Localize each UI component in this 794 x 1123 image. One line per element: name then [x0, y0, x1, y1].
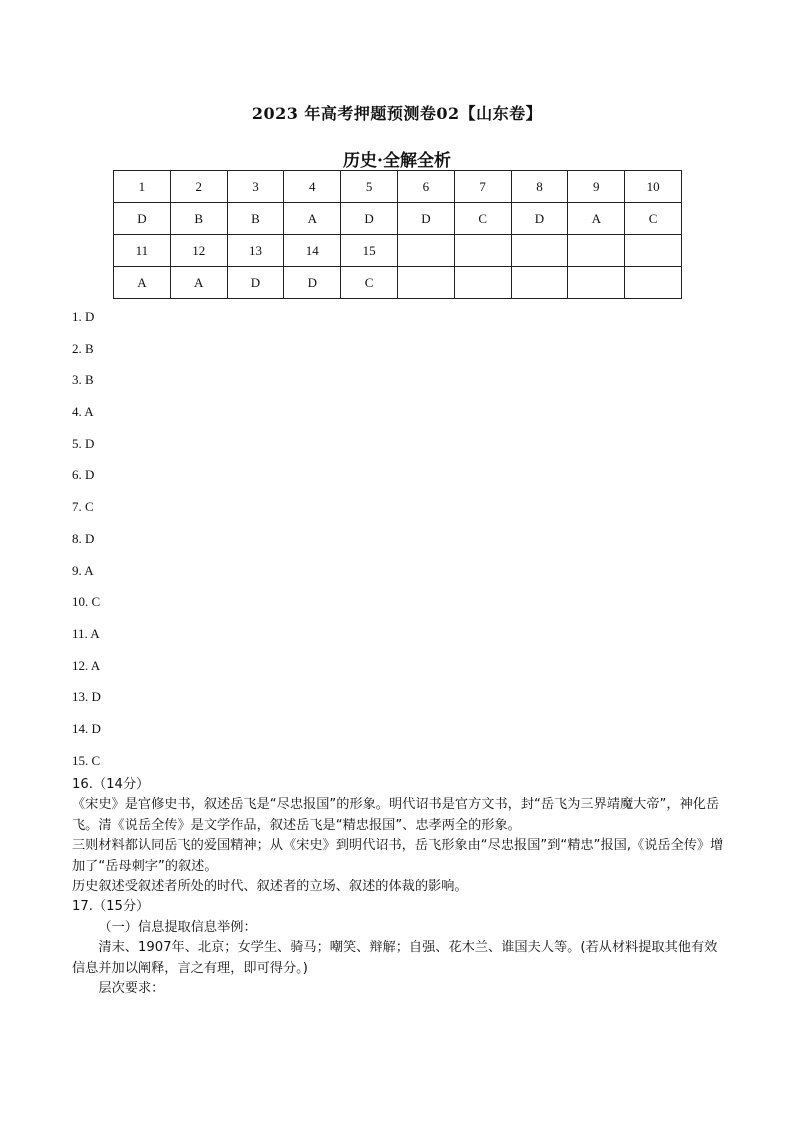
- q16-paragraph-2: 三则材料都认同岳飞的爱国精神；从《宋史》到明代诏书，岳飞形象由“尽忠报国”到“精忠”报国,《说岳全传》增加了“岳母刺字”的叙述。: [72, 838, 724, 874]
- answer-line: 1. D: [72, 309, 95, 324]
- answer-table-cell: [625, 235, 682, 267]
- answer-table-row: [114, 171, 682, 203]
- answer-line: 10. C: [72, 594, 101, 610]
- answer-table-cell: C: [341, 267, 398, 299]
- answer-line: 2. B: [72, 340, 94, 356]
- answer-table-cell: 1: [114, 171, 171, 203]
- answer-table-cell: 5: [341, 171, 398, 203]
- answer-line: 5. D: [72, 435, 95, 451]
- answer-table-cell: [568, 235, 625, 267]
- answer-table-cell: [454, 235, 511, 267]
- answer-table-cell: C: [625, 203, 682, 235]
- answer-line: 9. A: [72, 562, 94, 578]
- answer-line: 4. A: [72, 404, 94, 420]
- answer-table-row: [114, 235, 682, 267]
- q17-heading: 17.（15分）: [72, 899, 150, 915]
- answer-table-cell: A: [284, 203, 341, 235]
- answer-table-cell: A: [568, 203, 625, 235]
- q17-paragraph-1: （一）信息提取信息举例：: [98, 919, 257, 935]
- answer-table-cell: [454, 267, 511, 299]
- q17-paragraph-2: 清末、1907年、北京；女学生、骑马；嘲笑、辩解；自强、花木兰、谁国夫人等。(若从材料提取其他有效信息并加以阐释，言之有理，即可得分。): [72, 940, 718, 976]
- answer-table-cell: 14: [284, 235, 341, 267]
- q16-paragraph-1: 《宋史》是官修史书，叙述岳飞是“尽忠报国”的形象。明代诏书是官方文书，封“岳飞为三界靖魔大帝”，神化岳飞。清《说岳全传》是文学作品，叙述岳飞是“精忠报国”、忠孝两全的形象。: [72, 797, 720, 833]
- q16-heading: 16.（14分）: [72, 777, 150, 792]
- answer-table-cell: C: [454, 203, 511, 235]
- answer-table-cell: B: [227, 203, 284, 235]
- answer-table-cell: A: [114, 267, 171, 299]
- answer-table-cell: 8: [511, 171, 568, 203]
- answer-table-cell: 9: [568, 171, 625, 203]
- answer-table-cell: 15: [341, 235, 398, 267]
- answer-line: 7. C: [72, 499, 94, 515]
- answer-list: [72, 303, 732, 778]
- answer-table-row: [114, 203, 682, 235]
- answer-table-cell: A: [170, 267, 227, 299]
- answer-line: 14. D: [72, 720, 101, 736]
- answer-table-cell: 7: [454, 171, 511, 203]
- q16-paragraph-3: 历史叙述受叙述者所处的时代、叙述者的立场、叙述的体裁的影响。: [72, 879, 468, 895]
- answer-line: 13. D: [72, 689, 101, 705]
- answer-table-cell: B: [170, 203, 227, 235]
- answer-table-cell: D: [284, 267, 341, 299]
- answer-table-cell: [511, 235, 568, 267]
- answer-table-cell: 4: [284, 171, 341, 203]
- answer-table-cell: 10: [625, 171, 682, 203]
- answer-line: 3. B: [72, 372, 94, 388]
- answer-table-cell: [511, 267, 568, 299]
- answer-table-cell: D: [511, 203, 568, 235]
- answer-table-cell: D: [397, 203, 454, 235]
- essay-answers: [72, 775, 728, 999]
- answer-table-cell: D: [114, 203, 171, 235]
- answer-table-cell: [397, 267, 454, 299]
- answer-line: 11. A: [72, 625, 100, 641]
- answer-table: [113, 170, 682, 299]
- answer-table-cell: 12: [170, 235, 227, 267]
- answer-table-row: [114, 267, 682, 299]
- answer-table-cell: D: [227, 267, 284, 299]
- answer-table-cell: 13: [227, 235, 284, 267]
- answer-line: 8. D: [72, 530, 95, 546]
- answer-table-cell: 3: [227, 171, 284, 203]
- answer-line: 12. A: [72, 657, 101, 673]
- answer-table-cell: 6: [397, 171, 454, 203]
- answer-table-cell: 11: [114, 235, 171, 267]
- q17-paragraph-3: 层次要求：: [98, 981, 165, 997]
- answer-table-cell: D: [341, 203, 398, 235]
- answer-table-cell: [625, 267, 682, 299]
- answer-table-cell: 2: [170, 171, 227, 203]
- answer-line: 15. C: [72, 752, 101, 768]
- document-title: 2023 年高考押题预测卷02【山东卷】: [251, 104, 543, 123]
- answer-line: 6. D: [72, 467, 95, 483]
- answer-table-cell: [568, 267, 625, 299]
- document-subtitle: 历史·全解全析: [343, 151, 451, 171]
- answer-table-cell: [397, 235, 454, 267]
